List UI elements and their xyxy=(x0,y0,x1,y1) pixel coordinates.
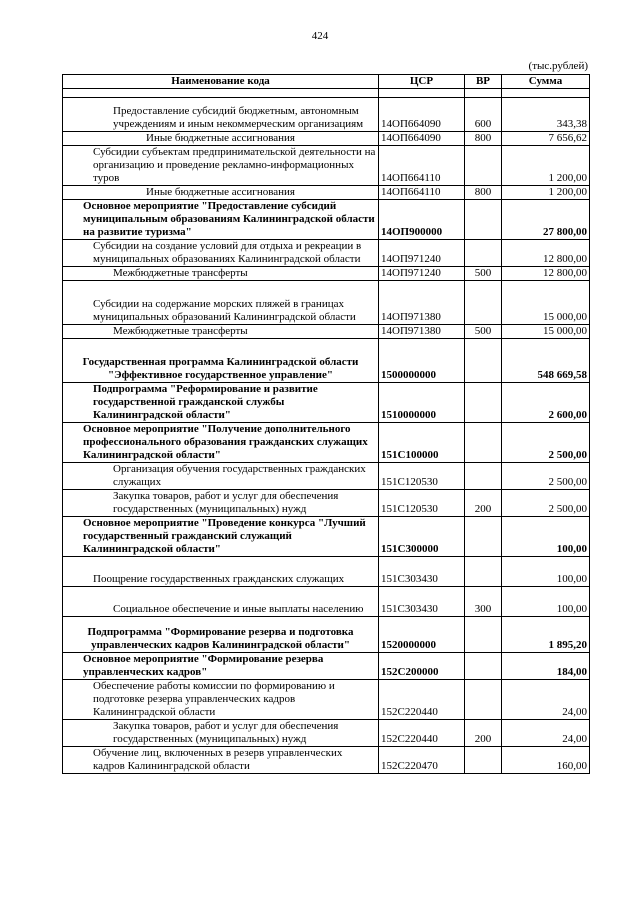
row-vr xyxy=(465,240,502,267)
table-row xyxy=(63,423,590,463)
table-row xyxy=(63,517,590,557)
row-csr: 151С120530 xyxy=(379,463,465,490)
table-row xyxy=(63,463,590,490)
row-sum: 1 200,00 xyxy=(502,146,590,186)
row-name: Организация обучения государственных гражданских служащих xyxy=(63,463,379,490)
row-vr: 200 xyxy=(465,490,502,517)
budget-table xyxy=(62,74,590,774)
table-row xyxy=(63,132,590,146)
header-vr: ВР xyxy=(465,75,502,89)
row-sum: 1 895,20 xyxy=(502,617,590,653)
row-sum: 15 000,00 xyxy=(502,281,590,325)
row-vr: 500 xyxy=(465,267,502,281)
table-row xyxy=(63,557,590,587)
row-sum: 2 500,00 xyxy=(502,463,590,490)
row-name: Субсидии на создание условий для отдыха и рекреации в муниципальных образованиях Калининградской области xyxy=(63,240,379,267)
row-csr: 1510000000 xyxy=(379,383,465,423)
row-csr: 14ОП900000 xyxy=(379,200,465,240)
row-sum: 184,00 xyxy=(502,653,590,680)
row-vr xyxy=(465,747,502,774)
row-sum: 7 656,62 xyxy=(502,132,590,146)
row-csr: 151С300000 xyxy=(379,517,465,557)
row-csr: 14ОП971240 xyxy=(379,267,465,281)
row-sum: 100,00 xyxy=(502,517,590,557)
row-csr: 152С220440 xyxy=(379,720,465,747)
row-name: Иные бюджетные ассигнования xyxy=(63,186,379,200)
row-sum: 2 500,00 xyxy=(502,423,590,463)
row-name: Социальное обеспечение и иные выплаты населению xyxy=(63,587,379,617)
row-csr: 1520000000 xyxy=(379,617,465,653)
row-csr: 152С220440 xyxy=(379,680,465,720)
row-csr: 151С120530 xyxy=(379,490,465,517)
row-vr xyxy=(465,463,502,490)
row-vr: 300 xyxy=(465,587,502,617)
table-row xyxy=(63,98,590,132)
row-name: Подпрограмма "Формирование резерва и подготовка управленческих кадров Калининградской области" xyxy=(63,617,379,653)
row-name: Основное мероприятие "Предоставление субсидий муниципальным образованиям Калининградской области на развитие туризма" xyxy=(63,200,379,240)
table-row xyxy=(63,267,590,281)
table-row xyxy=(63,281,590,325)
row-name: Государственная программа Калининградской области "Эффективное государственное управление" xyxy=(63,339,379,383)
row-vr xyxy=(465,653,502,680)
row-name: Межбюджетные трансферты xyxy=(63,267,379,281)
row-name: Субсидии субъектам предпринимательской деятельности на организацию и проведение рекламно-информационных туров xyxy=(63,146,379,186)
header-row xyxy=(63,75,590,89)
row-vr: 800 xyxy=(465,186,502,200)
row-sum: 2 600,00 xyxy=(502,383,590,423)
row-name: Закупка товаров, работ и услуг для обеспечения государственных (муниципальных) нужд xyxy=(63,490,379,517)
row-name: Основное мероприятие "Формирование резерва управленческих кадров" xyxy=(63,653,379,680)
row-csr: 151С100000 xyxy=(379,423,465,463)
row-sum: 15 000,00 xyxy=(502,325,590,339)
row-csr: 14ОП664090 xyxy=(379,98,465,132)
table-row xyxy=(63,146,590,186)
row-sum: 1 200,00 xyxy=(502,186,590,200)
row-vr xyxy=(465,383,502,423)
row-vr xyxy=(465,680,502,720)
row-sum: 12 800,00 xyxy=(502,240,590,267)
row-vr xyxy=(465,423,502,463)
row-name: Предоставление субсидий бюджетным, автономным учреждениям и иным некоммерческим организациям xyxy=(63,98,379,132)
row-vr xyxy=(465,200,502,240)
row-sum: 24,00 xyxy=(502,680,590,720)
row-sum: 2 500,00 xyxy=(502,490,590,517)
row-vr xyxy=(465,617,502,653)
table-row xyxy=(63,325,590,339)
row-csr: 14ОП664110 xyxy=(379,186,465,200)
table-row xyxy=(63,680,590,720)
row-sum: 24,00 xyxy=(502,720,590,747)
row-csr: 14ОП971380 xyxy=(379,325,465,339)
row-vr xyxy=(465,339,502,383)
row-csr: 152С200000 xyxy=(379,653,465,680)
table-row xyxy=(63,720,590,747)
row-vr xyxy=(465,146,502,186)
row-sum: 548 669,58 xyxy=(502,339,590,383)
row-name: Поощрение государственных гражданских служащих xyxy=(63,557,379,587)
row-name: Субсидии на содержание морских пляжей в границах муниципальных образований Калининградской области xyxy=(63,281,379,325)
row-vr: 500 xyxy=(465,325,502,339)
row-vr xyxy=(465,557,502,587)
header-sum: Сумма xyxy=(502,75,590,89)
row-sum: 100,00 xyxy=(502,557,590,587)
row-csr: 1500000000 xyxy=(379,339,465,383)
table-row xyxy=(63,747,590,774)
row-vr xyxy=(465,281,502,325)
row-csr: 151С303430 xyxy=(379,587,465,617)
table-row xyxy=(63,339,590,383)
row-csr: 151С303430 xyxy=(379,557,465,587)
row-vr: 600 xyxy=(465,98,502,132)
row-csr: 152С220470 xyxy=(379,747,465,774)
table-row xyxy=(63,490,590,517)
table-row xyxy=(63,200,590,240)
row-name: Основное мероприятие "Получение дополнительного профессионального образования гражданских служащих Калининградской области" xyxy=(63,423,379,463)
spacer-row xyxy=(63,89,590,98)
row-name: Основное мероприятие "Проведение конкурса "Лучший государственный гражданский служащий Калининградской области" xyxy=(63,517,379,557)
row-sum: 12 800,00 xyxy=(502,267,590,281)
row-name: Обеспечение работы комиссии по формированию и подготовке резерва управленческих кадров Калининградской области xyxy=(63,680,379,720)
row-sum: 160,00 xyxy=(502,747,590,774)
units-label: (тыс.рублей) xyxy=(528,60,588,72)
page-number: 424 xyxy=(311,30,329,42)
row-csr: 14ОП971380 xyxy=(379,281,465,325)
row-name: Закупка товаров, работ и услуг для обеспечения государственных (муниципальных) нужд xyxy=(63,720,379,747)
row-csr: 14ОП664110 xyxy=(379,146,465,186)
row-name: Межбюджетные трансферты xyxy=(63,325,379,339)
row-name: Подпрограмма "Реформирование и развитие государственной гражданской службы Калининградской области" xyxy=(63,383,379,423)
row-sum: 100,00 xyxy=(502,587,590,617)
row-csr: 14ОП664090 xyxy=(379,132,465,146)
row-name: Иные бюджетные ассигнования xyxy=(63,132,379,146)
row-sum: 27 800,00 xyxy=(502,200,590,240)
table-row xyxy=(63,240,590,267)
table-row xyxy=(63,617,590,653)
table-row xyxy=(63,383,590,423)
row-vr: 800 xyxy=(465,132,502,146)
table-row xyxy=(63,587,590,617)
header-name: Наименование кода xyxy=(63,75,379,89)
table-row xyxy=(63,186,590,200)
header-csr: ЦСР xyxy=(379,75,465,89)
row-name: Обучение лиц, включенных в резерв управленческих кадров Калининградской области xyxy=(63,747,379,774)
row-sum: 343,38 xyxy=(502,98,590,132)
table-row xyxy=(63,653,590,680)
row-vr: 200 xyxy=(465,720,502,747)
row-csr: 14ОП971240 xyxy=(379,240,465,267)
row-vr xyxy=(465,517,502,557)
